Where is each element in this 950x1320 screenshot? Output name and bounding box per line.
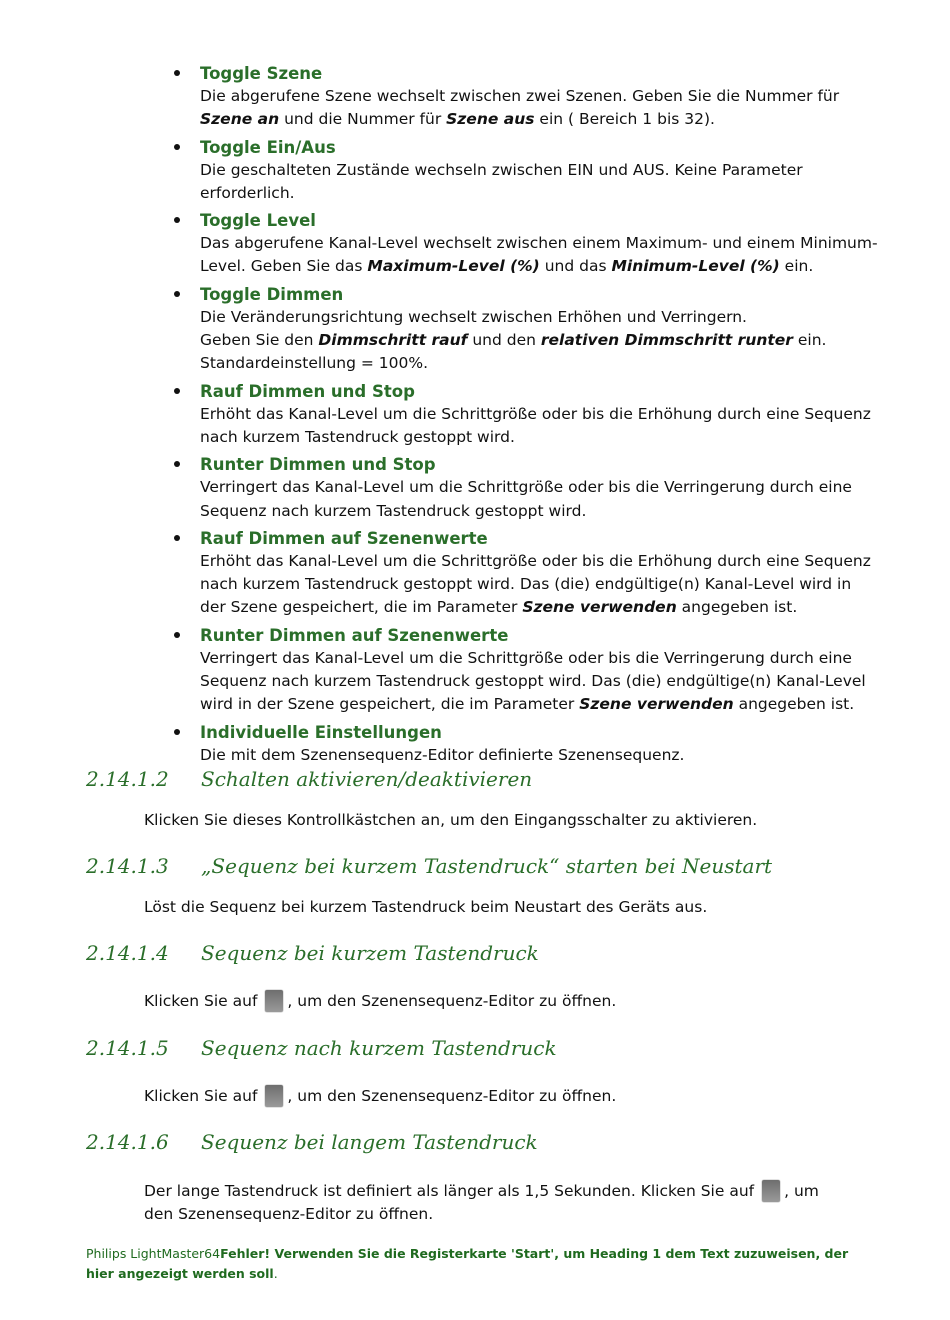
bullet-icon — [174, 70, 180, 76]
definition-term: Toggle Dimmen — [200, 284, 344, 304]
bullet-icon — [174, 461, 180, 467]
description-text: Verringert das Kanal-Level um die Schrittgröße oder bis die Verringerung durch eine Sequenz nach kurzem Tastendruck gestoppt wird. Das (die) endgültige(n) Kanal-Level wird in der Szene gespeichert, die im Parameter — [200, 648, 866, 714]
definition-description — [200, 306, 880, 376]
bullet-icon — [174, 632, 180, 638]
footer-end: . — [273, 1266, 278, 1281]
parameter-name: Szene an — [200, 110, 280, 129]
definition-term: Rauf Dimmen und Stop — [200, 381, 415, 401]
footer-brand: Philips LightMaster64 — [86, 1246, 221, 1261]
description-text: angegeben ist. — [676, 598, 798, 617]
section-heading — [86, 766, 906, 792]
description-text: Die mit dem Szenensequenz-Editor definierte Szenensequenz. — [200, 745, 685, 764]
description-text: und den — [467, 331, 541, 350]
definition-description — [200, 403, 880, 450]
section-number: 2.14.1.5 — [86, 1036, 169, 1060]
description-text: Die abgerufene Szene wechselt zwischen zwei Szenen. Geben Sie die Nummer für — [200, 87, 840, 105]
description-text: Erhöht das Kanal-Level um die Schrittgröße oder bis die Erhöhung durch eine Sequenz nach kurzem Tastendruck gestoppt wird. — [200, 404, 871, 446]
description-text: Verringert das Kanal-Level um die Schrittgröße oder bis die Verringerung durch eine Sequenz nach kurzem Tastendruck gestoppt wird. — [200, 478, 852, 520]
definition-item — [200, 624, 880, 717]
description-text: ein. — [792, 331, 827, 350]
description-text: ein. — [779, 257, 814, 276]
section-title: Sequenz bei langem Tastendruck — [201, 1130, 538, 1154]
definition-item — [200, 453, 880, 523]
definition-item — [200, 283, 880, 376]
description-text: ein ( Bereich 1 bis 32). — [534, 110, 715, 129]
description-text: Die Veränderungsrichtung wechselt zwischen Erhöhen und Verringern. — [200, 307, 747, 326]
parameter-name: Szene aus — [446, 110, 535, 129]
footer-error-text: Fehler! Verwenden Sie die Registerkarte 'Start', um Heading 1 dem Text zuzuweisen, der hier angezeigt werden soll — [86, 1246, 849, 1281]
bullet-icon — [174, 729, 180, 735]
bullet-icon — [174, 217, 180, 223]
editor-button-icon[interactable] — [762, 1180, 780, 1202]
editor-button-icon[interactable] — [265, 1085, 283, 1107]
definition-term: Individuelle Einstellungen — [200, 722, 442, 742]
definition-term: Runter Dimmen und Stop — [200, 455, 436, 475]
section-number: 2.14.1.4 — [86, 941, 169, 965]
definition-term: Rauf Dimmen auf Szenenwerte — [200, 528, 488, 548]
parameter-name: Minimum-Level (%) — [611, 257, 780, 276]
parameter-name: Szene verwenden — [579, 695, 734, 714]
section-heading — [86, 1129, 906, 1155]
definition-item — [200, 209, 880, 279]
definition-description — [200, 232, 880, 279]
body-text-after: , um den Szenensequenz-Editor zu öffnen. — [287, 1087, 617, 1105]
definition-description — [200, 744, 880, 767]
section-body: Löst die Sequenz bei kurzem Tastendruck beim Neustart des Geräts aus. — [144, 898, 708, 916]
description-text: und das — [539, 257, 612, 276]
section-title: „Sequenz bei kurzem Tastendruck“ starten bei Neustart — [201, 854, 773, 878]
section-body — [144, 1085, 874, 1108]
parameter-name: Maximum-Level (%) — [367, 257, 540, 276]
definition-list — [200, 62, 880, 771]
page-footer — [86, 1244, 856, 1284]
body-text-before: Der lange Tastendruck ist definiert als länger als 1,5 Sekunden. Klicken Sie auf — [144, 1182, 755, 1200]
section-title: Sequenz nach kurzem Tastendruck — [201, 1036, 557, 1060]
description-text: Erhöht das Kanal-Level um die Schrittgröße oder bis die Erhöhung durch eine Sequenz nach kurzem Tastendruck gestoppt wird. Das (die) endgültige(n) Kanal-Level wird in der Szene gespeichert, die im Parameter — [200, 551, 871, 617]
description-text: Standardeinstellung = 100%. — [200, 354, 429, 373]
bullet-icon — [174, 535, 180, 541]
parameter-name: Dimmschritt rauf — [318, 331, 468, 350]
section-heading — [86, 1035, 906, 1061]
section-heading — [86, 853, 906, 879]
definition-description — [200, 85, 880, 132]
description-text: Die geschalteten Zustände wechseln zwischen EIN und AUS. Keine Parameter erforderlich. — [200, 160, 803, 202]
section-number: 2.14.1.2 — [86, 767, 169, 791]
definition-description — [200, 159, 880, 206]
description-text: Geben Sie den — [200, 331, 319, 350]
definition-term: Toggle Ein/Aus — [200, 137, 336, 157]
section-body: Klicken Sie dieses Kontrollkästchen an, um den Eingangsschalter zu aktivieren. — [144, 811, 758, 829]
definition-term: Toggle Level — [200, 211, 316, 231]
definition-item — [200, 527, 880, 620]
definition-item — [200, 380, 880, 450]
definition-item — [200, 136, 880, 206]
section-title: Schalten aktivieren/deaktivieren — [201, 767, 533, 791]
bullet-icon — [174, 291, 180, 297]
section-number: 2.14.1.3 — [86, 854, 169, 878]
parameter-name: relativen Dimmschritt runter — [540, 331, 793, 350]
definition-description — [200, 550, 880, 620]
description-text: Das abgerufene Kanal-Level wechselt zwischen einem Maximum- und einem Minimum-Level. Geben Sie das — [200, 234, 878, 276]
definition-description — [200, 647, 880, 717]
body-text-before: Klicken Sie auf — [144, 1087, 258, 1105]
definition-term: Toggle Szene — [200, 64, 323, 83]
description-text: und die Nummer für — [279, 110, 447, 129]
bullet-icon — [174, 144, 180, 150]
section-number: 2.14.1.6 — [86, 1130, 169, 1154]
section-body — [144, 990, 874, 1013]
definition-description — [200, 476, 880, 523]
editor-button-icon[interactable] — [265, 990, 283, 1012]
section-title: Sequenz bei kurzem Tastendruck — [201, 941, 539, 965]
description-text: angegeben ist. — [733, 695, 855, 714]
bullet-icon — [174, 388, 180, 394]
body-text-after: , um den Szenensequenz-Editor zu öffnen. — [287, 992, 617, 1010]
definition-item — [200, 62, 880, 132]
definition-term: Runter Dimmen auf Szenenwerte — [200, 625, 509, 645]
section-heading — [86, 940, 906, 966]
parameter-name: Szene verwenden — [522, 598, 677, 617]
body-text-after: , um den Szenensequenz-Editor zu öffnen. — [144, 1182, 819, 1224]
body-text-before: Klicken Sie auf — [144, 992, 258, 1010]
definition-item — [200, 721, 880, 767]
section-body — [144, 1180, 824, 1227]
